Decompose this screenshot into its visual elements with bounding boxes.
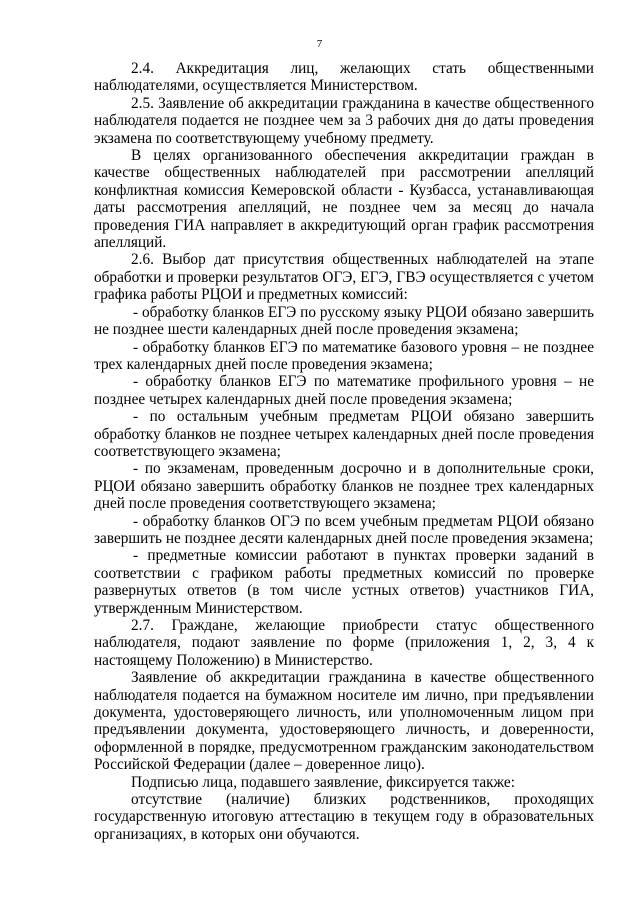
page-number: 7 [316, 38, 323, 50]
list-item: - обработку бланков ЕГЭ по математике профильного уровня – не позднее четырех календарных дней после проведения экзамена; [94, 373, 594, 408]
paragraph-2-6: 2.6. Выбор дат присутствия общественных наблюдателей на этапе обработки и проверки результатов ОГЭ, ЕГЭ, ГВЭ осуществляется с учетом графика работы РЦОИ и предметных комиссий: [94, 251, 594, 304]
paragraph-application-submission: Заявление об аккредитации гражданина в качестве общественного наблюдателя подается на бумажном носителе им лично, при предъявлении документа, удостоверяющего личность, или уполномоченным лицом при предъявлении документа, удостоверяющего личность, и доверенности, оформленной в порядке, предусмотренном гражданским законодательством Российской Федерации (далее – доверенное лицо). [94, 669, 594, 774]
paragraph-signature: Подписью лица, подавшего заявление, фиксируется также: [131, 773, 515, 791]
list-item: - обработку бланков ЕГЭ по русскому языку РЦОИ обязано завершить не позднее шести календарных дней после проведения экзамена; [94, 303, 594, 339]
list-item: - обработку бланков ЕГЭ по математике базового уровня – не позднее трех календарных дней после проведения экзамена; [94, 338, 594, 373]
paragraph-2-7: 2.7. Граждане, желающие приобрести статус общественного наблюдателя, подают заявление по форме (приложения 1, 2, 3, 4 к настоящему Положению) в Министерство. [94, 617, 594, 669]
paragraph-2-4: 2.4. Аккредитация лиц, желающих стать общественными наблюдателями, осуществляется Министерством. [94, 60, 594, 95]
list-item: - по экзаменам, проведенным досрочно и в дополнительные сроки, РЦОИ обязано завершить обработку бланков не позднее трех календарных дней после проведения соответствующего экзамена; [94, 460, 594, 513]
paragraph-relatives: отсутствие (наличие) близких родственников, проходящих государственную итоговую аттестацию в текущем году в образовательных организациях, в которых они обучаются. [94, 791, 594, 843]
paragraph-appeals-schedule: В целях организованного обеспечения аккредитации граждан в качестве общественных наблюдателей при рассмотрении апелляций конфликтная комиссия Кемеровской области - Кузбасса, устанавливающая даты рассмотрения апелляций, не позднее чем за месяц до начала проведения ГИА направляет в аккредитующий орган график рассмотрения апелляций. [94, 147, 594, 252]
list-item: - обработку бланков ОГЭ по всем учебным предметам РЦОИ обязано завершить не позднее десяти календарных дней после проведения экзамена; [94, 512, 594, 547]
document-body [94, 60, 594, 843]
list-item: - по остальным учебным предметам РЦОИ обязано завершить обработку бланков не позднее четырех календарных дней после проведения соответствующего экзамена; [94, 408, 594, 460]
list-item: - предметные комиссии работают в пунктах проверки заданий в соответствии с графиком работы предметных комиссий по проверке развернутых ответов (в том числе устных ответов) участников ГИА, утвержденным Министерством. [94, 547, 594, 617]
paragraph-2-5: 2.5. Заявление об аккредитации гражданина в качестве общественного наблюдателя подается не позднее чем за 3 рабочих дня до даты проведения экзамена по соответствующему учебному предмету. [94, 94, 594, 147]
